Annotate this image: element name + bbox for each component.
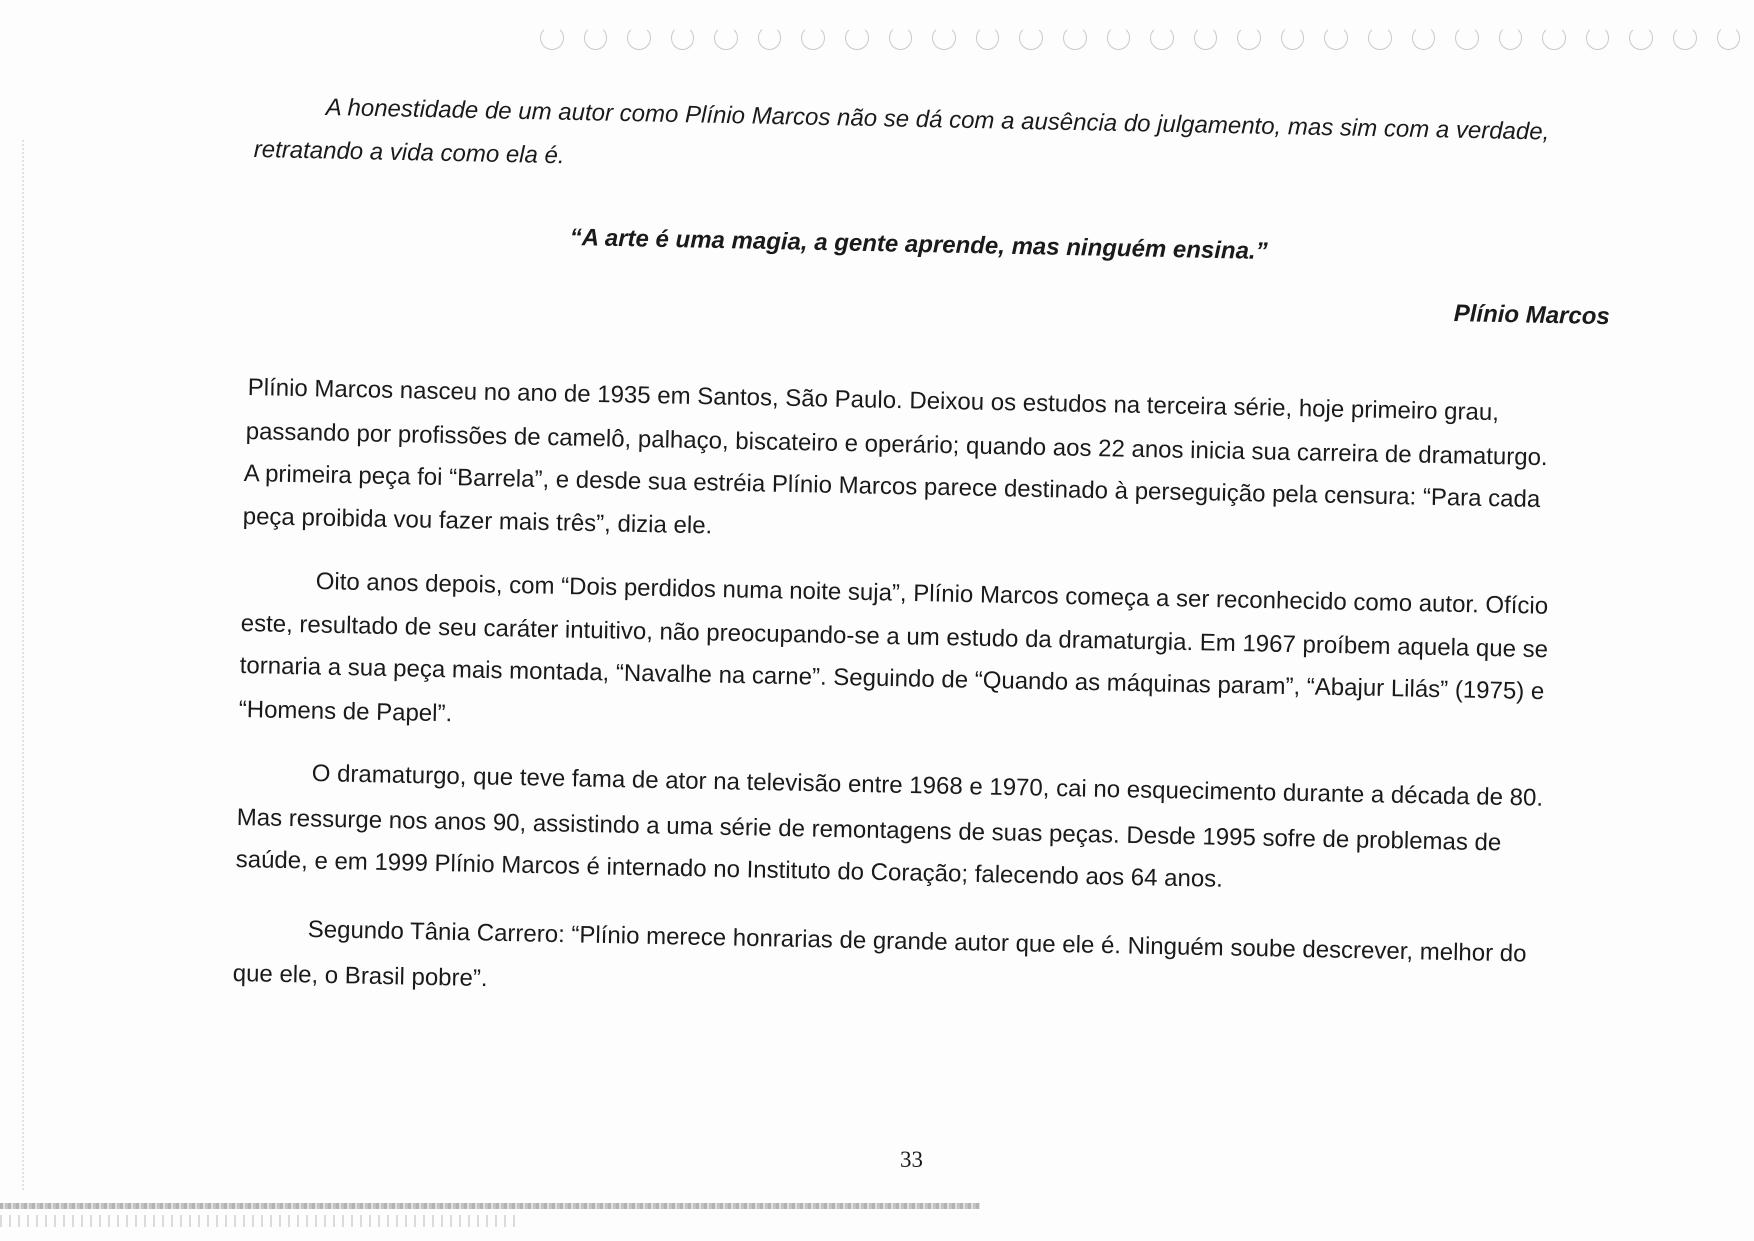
hole-mark	[1586, 26, 1610, 50]
epigraph-quote: “A arte é uma magia, a gente aprende, mas ninguém ensina.”	[569, 224, 1268, 266]
paragraph-4-line-2: que ele, o Brasil pobre”.	[232, 960, 488, 993]
hole-mark	[1629, 26, 1653, 50]
hole-mark	[584, 26, 608, 50]
paragraph-4-line-1: Segundo Tânia Carrero: “Plínio merece honrarias de grande autor que ele é. Ninguém soube descrever, melhor do	[307, 916, 1527, 968]
paragraph-1-line-1: Plínio Marcos nasceu no ano de 1935 em Santos, São Paulo. Deixou os estudos na terceira série, hoje primeiro grau,	[247, 374, 1500, 427]
hole-mark	[1237, 26, 1261, 50]
hole-mark	[1368, 26, 1392, 50]
hole-mark	[1499, 26, 1523, 50]
hole-mark	[671, 26, 695, 50]
intro-line-1: A honestidade de um autor como Plínio Marcos não se dá com a ausência do julgamento, mas sim com a verdade,	[325, 94, 1550, 146]
paragraph-2-line-4: “Homens de Papel”.	[238, 696, 453, 728]
scan-edge-artifact	[22, 140, 28, 1190]
hole-mark	[758, 26, 782, 50]
paragraph-1-line-4: peça proibida vou fazer mais três”, dizia ele.	[242, 503, 713, 540]
paragraph-2-line-3: tornaria a sua peça mais montada, “Navalhe na carne”. Seguindo de “Quando as máquinas param”, “Abajur Lilás” (1975) e	[239, 652, 1545, 706]
hole-mark	[1194, 26, 1218, 50]
paragraph-3-line-2: Mas ressurge nos anos 90, assistindo a uma série de remontagens de suas peças. Desde 1995 sofre de problemas de	[236, 804, 1502, 857]
hole-mark	[1324, 26, 1348, 50]
hole-mark	[1281, 26, 1305, 50]
scan-bottom-noise-artifact	[0, 1215, 520, 1227]
hole-mark	[1019, 26, 1043, 50]
paragraph-1-line-2: passando por profissões de camelô, palhaço, biscateiro e operário; quando aos 22 anos inicia sua carreira de dramaturgo.	[245, 418, 1548, 472]
paragraph-1-line-3: A primeira peça foi “Barrela”, e desde sua estréia Plínio Marcos parece destinado à perseguição pela censura: “Para cada	[243, 460, 1541, 514]
hole-mark	[627, 26, 651, 50]
paragraph-3-line-3: saúde, e em 1999 Plínio Marcos é internado no Instituto do Coração; falecendo aos 64 anos.	[235, 846, 1224, 893]
paragraph-2-line-2: este, resultado de seu caráter intuitivo, não preocupando-se a um estudo da dramaturgia. Em 1967 proíbem aquela que se	[240, 610, 1549, 664]
hole-mark	[845, 26, 869, 50]
paragraph-2-line-1: Oito anos depois, com “Dois perdidos numa noite suja”, Plínio Marcos começa a ser reconhecido como autor. Ofício	[315, 568, 1549, 620]
hole-mark	[1107, 26, 1131, 50]
hole-mark	[1412, 26, 1436, 50]
hole-mark	[540, 26, 564, 50]
hole-mark	[1717, 26, 1741, 50]
hole-mark	[1673, 26, 1697, 50]
hole-mark	[889, 26, 913, 50]
hole-mark	[714, 26, 738, 50]
hole-mark	[932, 26, 956, 50]
epigraph-author: Plínio Marcos	[1453, 300, 1611, 331]
hole-mark	[1150, 26, 1174, 50]
scan-bottom-edge-artifact	[0, 1203, 980, 1209]
hole-mark	[1063, 26, 1087, 50]
page-number: 33	[900, 1147, 923, 1172]
hole-mark	[801, 26, 825, 50]
binding-holes-artifact	[540, 18, 1740, 58]
hole-mark	[976, 26, 1000, 50]
hole-mark	[1455, 26, 1479, 50]
intro-line-2: retratando a vida como ela é.	[253, 136, 565, 170]
paragraph-3-line-1: O dramaturgo, que teve fama de ator na televisão entre 1968 e 1970, cai no esquecimento durante a década de 80.	[311, 760, 1544, 812]
hole-mark	[1542, 26, 1566, 50]
